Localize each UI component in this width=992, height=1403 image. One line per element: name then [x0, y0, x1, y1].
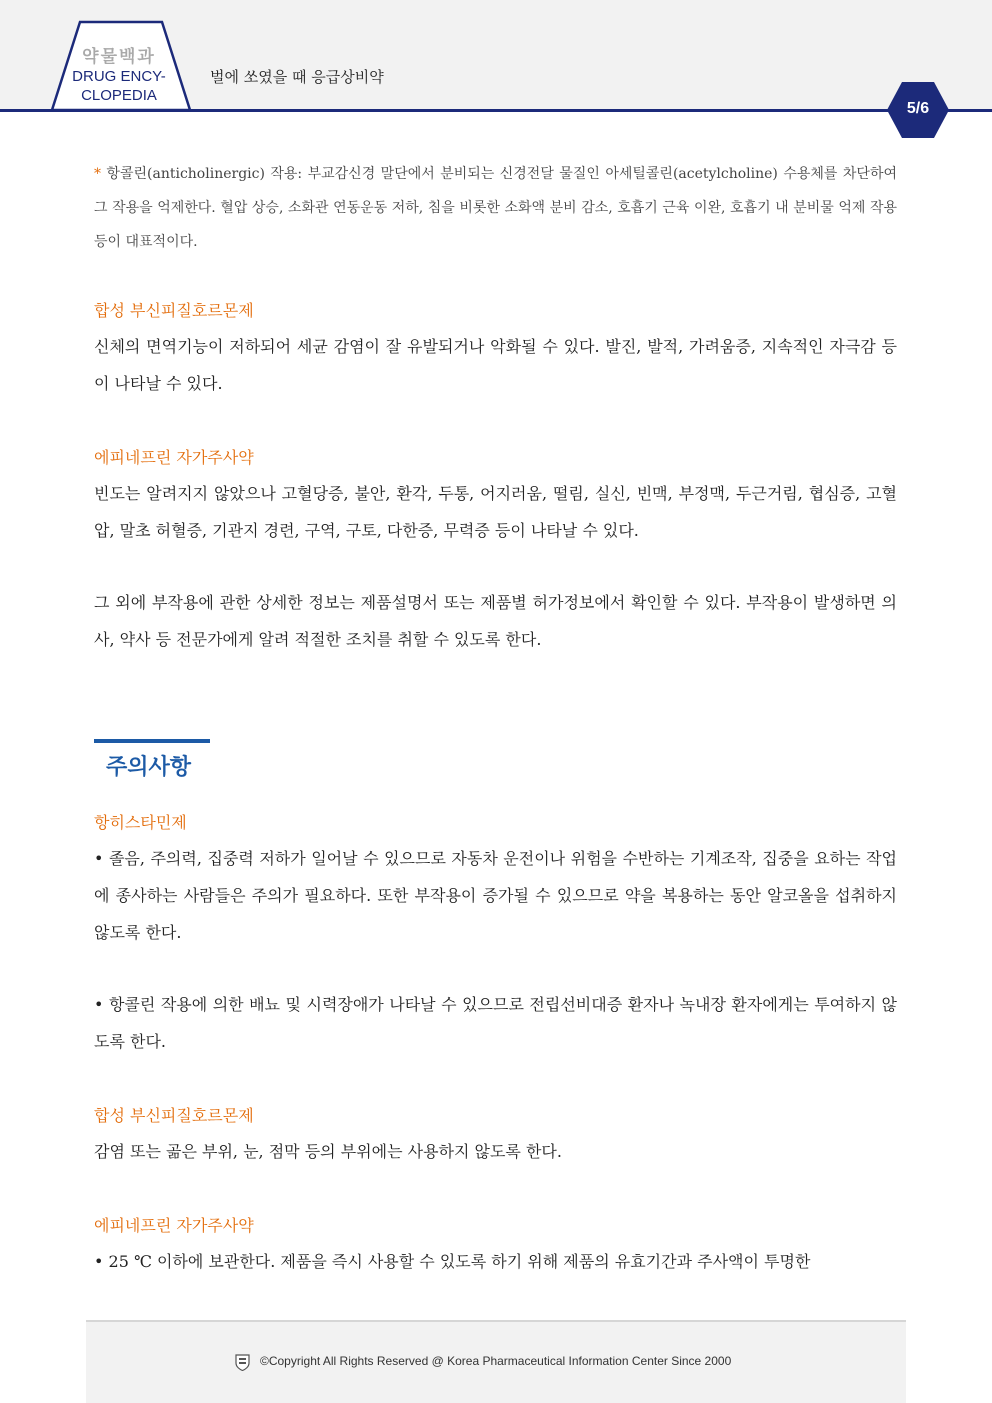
- page-number: 5/6: [906, 100, 930, 117]
- logo-korean-text: 약물백과: [82, 47, 156, 67]
- document-title: 벌에 쏘였을 때 응급상비약: [210, 68, 384, 86]
- kpic-logo-icon: [235, 1354, 250, 1371]
- epinephrine-precaution-heading: 에피네프린 자가주사약: [94, 1216, 254, 1235]
- epinephrine-side-effects-text: 빈도는 알려지지 않았으나 고혈당증, 불안, 환각, 두통, 어지러움, 떨림, 실신, 빈맥, 부정맥, 두근거림, 협심증, 고혈압, 말초 허혈증, 기관지 경련, 구역, 구토, 다한증, 무력증 등이 나타날 수 있다.: [94, 484, 897, 540]
- logo-english-text: [60, 67, 178, 105]
- epinephrine-precaution-bullet-1: • 25 ℃ 이하에 보관한다. 제품을 즉시 사용할 수 있도록 하기 위해 제품의 유효기간과 주사액이 투명한: [94, 1252, 811, 1271]
- logo-english-line-1: DRUG ENCY-: [72, 68, 166, 85]
- logo-english-line-2: CLOPEDIA: [81, 87, 157, 104]
- epinephrine-side-effects-heading: 에피네프린 자가주사약: [94, 448, 254, 467]
- precautions-section-title: 주의사항: [106, 755, 192, 780]
- antihistamine-heading: 항히스타민제: [94, 813, 187, 832]
- note-text: 항콜린(anticholinergic) 작용: 부교감신경 말단에서 분비되는 신경전달 물질인 아세틸콜린(acetylcholine) 수용체를 차단하여 그 작용을 억제한다. 혈압 상승, 소화관 연동운동 저하, 침을 비롯한 소화액 분비 감소, 호흡기 근육 이완, 호흡기 내 분비물 억제 작용 등이 대표적이다.: [94, 166, 897, 250]
- antihistamine-bullet-1: • 졸음, 주의력, 집중력 저하가 일어날 수 있으므로 자동차 운전이나 위험을 수반하는 기계조작, 집중을 요하는 작업에 종사하는 사람들은 주의가 필요하다. 또한 부작용이 증가될 수 있으므로 약을 복용하는 동안 알코올을 섭취하지 않도록 한다.: [94, 849, 897, 942]
- section-accent-bar: [94, 739, 210, 743]
- steroid-precaution-text: 감염 또는 곪은 부위, 눈, 점막 등의 부위에는 사용하지 않도록 한다.: [94, 1142, 562, 1161]
- other-side-effects-text: 그 외에 부작용에 관한 상세한 정보는 제품설명서 또는 제품별 허가정보에서 확인할 수 있다. 부작용이 발생하면 의사, 약사 등 전문가에게 알려 적절한 조치를 취할 수 있도록 한다.: [94, 593, 897, 649]
- steroid-precaution-heading: 합성 부신피질호르몬제: [94, 1106, 254, 1125]
- anticholinergic-note: [94, 157, 897, 259]
- footer-copyright: ©Copyright All Rights Reserved @ Korea Pharmaceutical Information Center Since 2000: [260, 1354, 732, 1368]
- steroid-side-effects-heading: 합성 부신피질호르몬제: [94, 301, 254, 320]
- antihistamine-bullet-2: • 항콜린 작용에 의한 배뇨 및 시력장애가 나타날 수 있으므로 전립선비대증 환자나 녹내장 환자에게는 투여하지 않도록 한다.: [94, 995, 897, 1051]
- note-asterisk: *: [94, 166, 101, 182]
- steroid-side-effects-text: 신체의 면역기능이 저하되어 세균 감염이 잘 유발되거나 악화될 수 있다. 발진, 발적, 가려움증, 지속적인 자극감 등이 나타날 수 있다.: [94, 337, 897, 393]
